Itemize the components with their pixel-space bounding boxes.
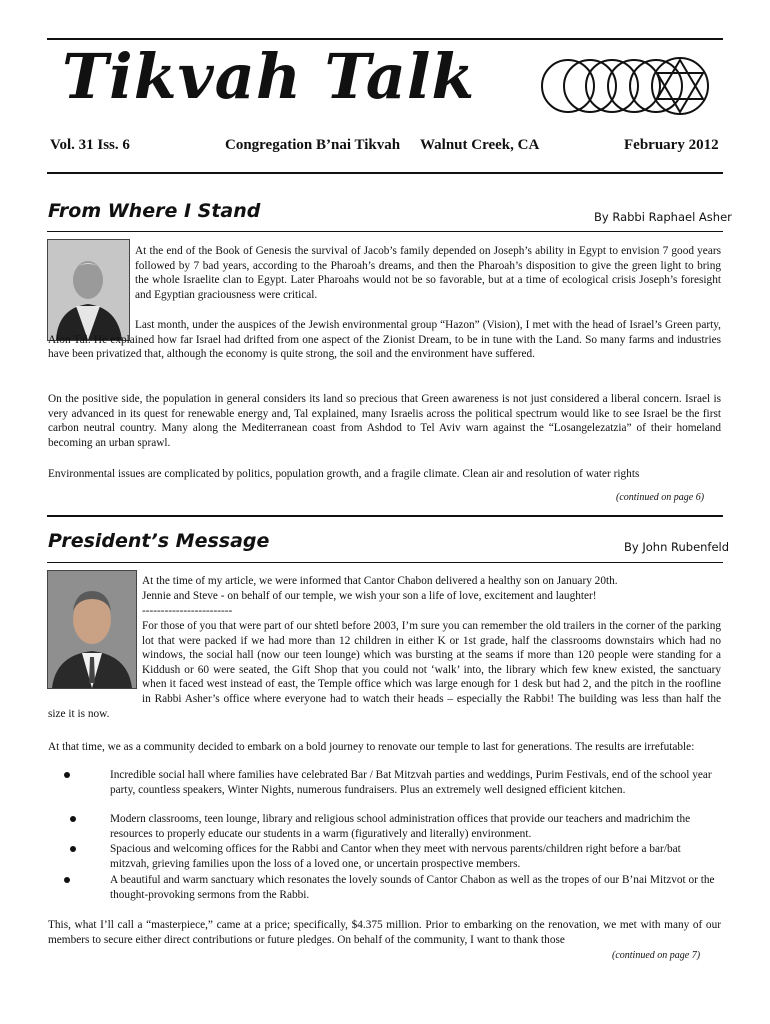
president-rule	[47, 562, 723, 563]
president-paragraph-1a-text: At the time of my article, we were informed that Cantor Chabon delivered a healthy son on January 20th.	[142, 575, 618, 587]
rabbi-rule	[47, 231, 723, 232]
president-paragraph-2-text: For those of you that were part of our shtetl before 2003, I’m sure you can remember the old trailers in the corner of the parking lot that were packed if we had more than 12 children in either K or 1st grade, half the classrooms downstairs which had no windows, the social hall (now our teen lounge) which was bursting at the seams if more than 120 people were standing for a Kiddush or 60 were seated, the Gift Shop that you could not ‘walk’ into, the library which few knew existed, the sanctuary when it faced west instead of east, the Temple office which was large enough for 1 desk but had 2, and the pitch in the roofline in Rabbi Asher’s office where everyone had to watch their heads – especially the Rabbi! The building was less than half the size it is now.	[48, 620, 721, 720]
rabbi-paragraph-2	[48, 318, 721, 362]
president-paragraph-4: This, what I’ll call a “masterpiece,” came at a price; specifically, $4.375 million. Prior to embarking on the renovation, we met with many of our members to secure either direct contributions or future pledges. On behalf of the community, I want to thank those	[48, 919, 721, 946]
rabbi-continued: (continued on page 6)	[616, 492, 705, 503]
president-paragraph-1b: Jennie and Steve - on behalf of our temple, we wish your son a life of love, excitement and laughter!	[142, 590, 597, 602]
bullet-item: Incredible social hall where families have celebrated Bar / Bat Mitzvah parties and weddings, Purim Festivals, end of the school year party, countless speakers, Winter Nights, numerous fundraisers. Plus an extremely well designed efficient kitchen.	[110, 769, 712, 796]
section-rule	[47, 515, 723, 517]
rabbi-paragraph-3: On the positive side, the population in general considers its land so precious that Green awareness is not just considered a liberal concern. Israel is very advanced in its quest for renewable energy and, Tal explained, many Israelis across the political spectrum would like to see Israel be the first carbon neutral country. Many along the Mediterranean coast from Ashdod to Tel Aviv warn against the “Losangelezatzia” of their homeland becoming an urban sprawl.	[48, 393, 721, 449]
bullet-item: A beautiful and warm sanctuary which resonates the lovely sounds of Cantor Chabon as well as the tropes of our B’nai Mitzvot or the thought-provoking sermons from the Rabbi.	[110, 874, 715, 901]
president-paragraph-1a	[142, 574, 722, 589]
bullet-dot	[64, 877, 70, 883]
president-paragraph-2	[48, 619, 721, 721]
volume-issue: Vol. 31 Iss. 6	[50, 137, 130, 153]
star-of-david-logo-icon	[540, 50, 720, 122]
rabbi-paragraph-1: At the end of the Book of Genesis the survival of Jacob’s family depended on Joseph’s ability in Egypt to envision 7 good years followed by 7 bad years, according to the Pharoah’s dreams, and then the Pharoah’s disposition to give the green light to bring the whole Israelite clan to Egypt. Later Pharoahs would not be so favorable, but at a time of ecological crisis Joseph’s foresight and Egyptian graciousness were critical.	[135, 245, 721, 301]
rabbi-byline: By Rabbi Raphael Asher	[594, 210, 732, 224]
bullet-dot	[64, 772, 70, 778]
president-section-title: President’s Message	[48, 530, 270, 552]
newsletter-title: Tikvah Talk	[62, 40, 476, 113]
president-divider: ------------------------	[142, 605, 233, 617]
rabbi-section-title: From Where I Stand	[48, 200, 261, 222]
bullet-dot	[70, 816, 76, 822]
rabbi-paragraph-2-text: Last month, under the auspices of the Jewish environmental group “Hazon” (Vision), I met with the head of Israel’s Green party, Alon Tal. He explained how far Israel had drifted from one aspect of the Zionist Dream, to be in tune with the Land. So many farms and industries have been privatized that, although the economy is quite strong, the soil and the environment have suffered.	[48, 319, 721, 361]
president-continued: (continued on page 7)	[612, 950, 701, 961]
bullet-item: Modern classrooms, teen lounge, library and religious school administration offices that provide our teachers and madrichim the resources to properly educate our students in a warm (figuratively and literally) environment.	[110, 813, 691, 840]
president-paragraph-3: At that time, we as a community decided to embark on a bold journey to renovate our temple to last for generations. The results are irrefutable:	[48, 741, 695, 753]
location: Walnut Creek, CA	[420, 137, 540, 153]
congregation-name: Congregation B’nai Tikvah	[225, 137, 401, 153]
issue-date: February 2012	[624, 137, 719, 153]
president-byline: By John Rubenfeld	[624, 540, 730, 554]
bullet-dot	[70, 846, 76, 852]
bullet-item: Spacious and welcoming offices for the Rabbi and Cantor when they meet with nervous parents/children right before a bar/bat mitzvah, grieving families upon the loss of a loved one, or uncertain prospective members.	[110, 843, 681, 870]
masthead-rule	[47, 172, 723, 174]
rabbi-paragraph-4: Environmental issues are complicated by politics, population growth, and a fragile climate. Clean air and resolution of water rights	[48, 468, 640, 480]
